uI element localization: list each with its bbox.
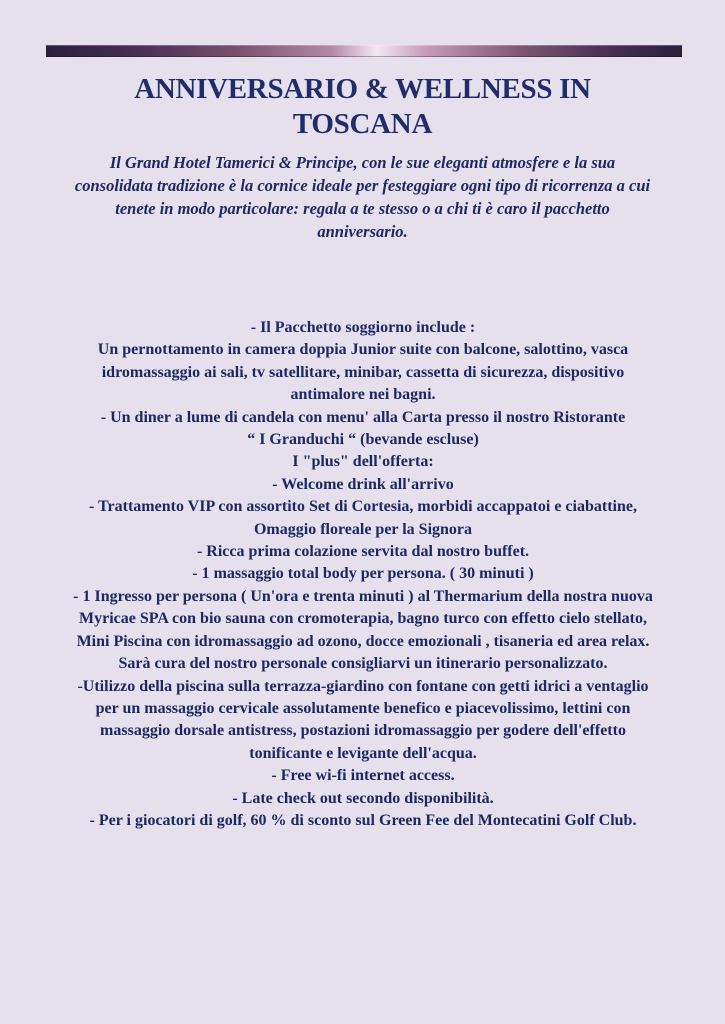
intro-subtitle: [40, 151, 685, 243]
subtitle-line: anniversario.: [317, 222, 408, 241]
package-line: - Per i giocatori di golf, 60 % di sconto sul Green Fee del Montecatini Golf Club.: [89, 811, 637, 829]
decorative-header-bar: [46, 45, 682, 57]
package-heading: - Il Pacchetto soggiorno include :: [250, 319, 476, 336]
package-line: - Ricca prima colazione servita dal nostro buffet.: [196, 543, 530, 561]
package-line: Un pernottamento in camera doppia Junior suite con balcone, salottino, vasca: [97, 341, 629, 359]
package-line: “ I Granduchi “ (bevande escluse): [247, 431, 479, 449]
package-line: - 1 massaggio total body per persona. ( 30 minuti ): [192, 565, 534, 583]
package-line: massaggio dorsale antistress, postazioni idromassaggio per godere dell'effetto: [100, 722, 626, 740]
package-line: Myricae SPA con bio sauna con cromoterapia, bagno turco con effetto cielo stellato,: [79, 610, 647, 628]
package-line: per un massaggio cervicale assolutamente benefico e piacevolissimo, lettini con: [95, 699, 631, 717]
page-title: [40, 72, 685, 142]
package-line: - Un diner a lume di candela con menu' alla Carta presso il nostro Ristorante: [100, 408, 626, 426]
title-line-1: ANNIVERSARIO & WELLNESS IN: [134, 73, 591, 105]
package-line: Omaggio floreale per la Signora: [253, 520, 473, 538]
package-line: -Utilizzo della piscina sulla terrazza-giardino con fontane con getti idrici a ventaglio: [77, 677, 649, 695]
package-line: Sarà cura del nostro personale consigliarvi un itinerario personalizzato.: [118, 655, 608, 673]
plus-heading: I "plus" dell'offerta:: [292, 453, 434, 471]
package-line: - Late check out secondo disponibilità.: [232, 789, 494, 807]
package-line: - Welcome drink all'arrivo: [272, 475, 454, 493]
package-line: - 1 Ingresso per persona ( Un'ora e trenta minuti ) al Thermarium della nostra nuova: [73, 587, 653, 605]
package-line: - Free wi-fi internet access.: [271, 767, 455, 785]
package-details: [38, 317, 688, 832]
subtitle-line: Il Grand Hotel Tamerici & Principe, con le sue eleganti atmosfere e la sua: [109, 153, 616, 172]
subtitle-line: consolidata tradizione è la cornice ideale per festeggiare ogni tipo di ricorrenza a cui: [74, 176, 651, 195]
package-line: Mini Piscina con idromassaggio ad ozono, docce emozionali , tisaneria ed area relax.: [76, 632, 650, 650]
title-line-2: TOSCANA: [292, 108, 433, 140]
package-line: tonificante e levigante dell'acqua.: [249, 744, 477, 762]
package-line: idromassaggio ai sali, tv satellitare, minibar, cassetta di sicurezza, dispositivo: [101, 363, 625, 381]
package-line: - Trattamento VIP con assortito Set di Cortesia, morbidi accappatoi e ciabattine,: [89, 498, 637, 516]
package-line: antimalore nei bagni.: [290, 386, 436, 404]
subtitle-line: tenete in modo particolare: regala a te stesso o a chi ti è caro il pacchetto: [115, 199, 610, 218]
